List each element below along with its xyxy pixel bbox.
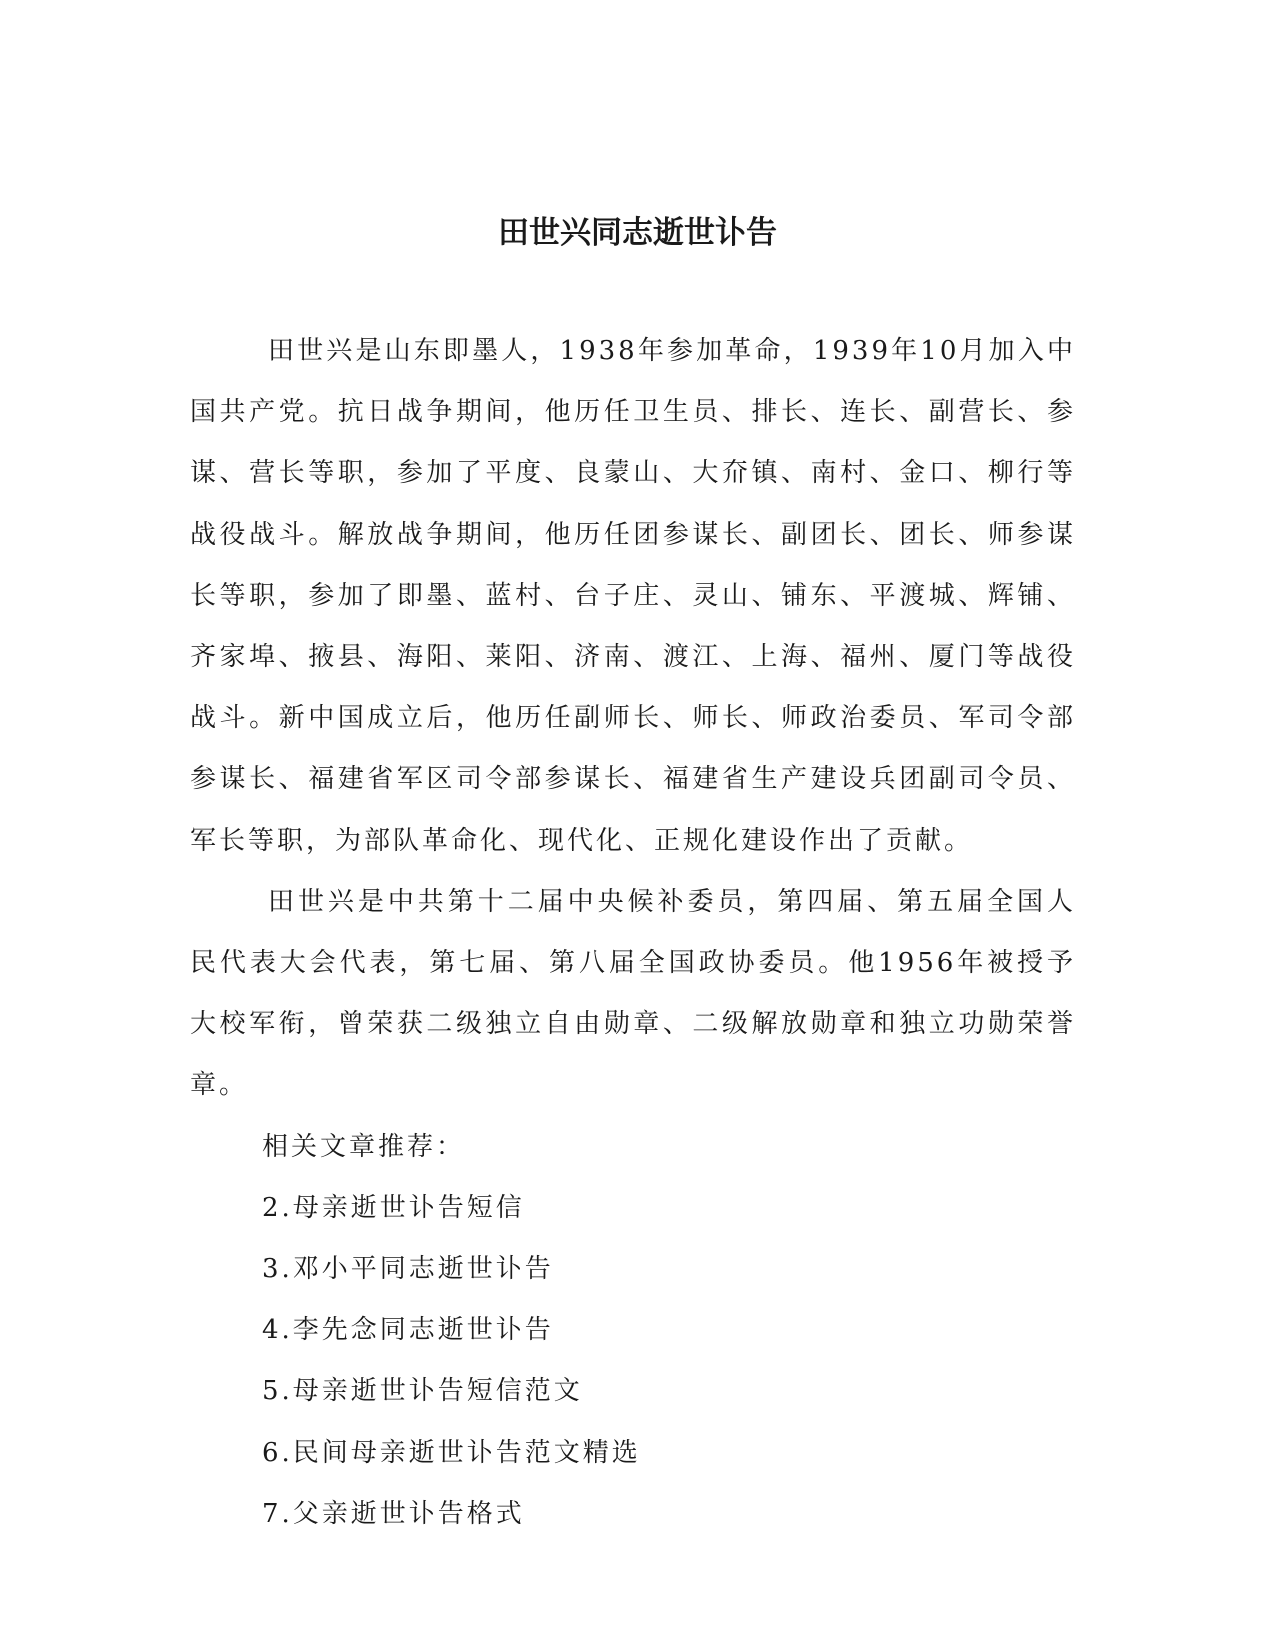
related-article-link[interactable]: 5.母亲逝世讣告短信范文 <box>262 1376 583 1407</box>
related-article-link[interactable]: 2.母亲逝世讣告短信 <box>262 1192 525 1223</box>
related-articles-list <box>190 1178 1076 1545</box>
related-article-link[interactable]: 7.父亲逝世讣告格式 <box>262 1498 525 1529</box>
related-article-link[interactable]: 3.邓小平同志逝世讣告 <box>262 1254 554 1285</box>
related-article-link[interactable]: 4.李先念同志逝世讣告 <box>262 1315 554 1346</box>
related-article-link[interactable]: 6.民间母亲逝世讣告范文精选 <box>262 1437 641 1468</box>
paragraph-biography: 田世兴是山东即墨人，1938年参加革命，1939年10月加入中国共产党。抗日战争期间，他历任卫生员、排长、连长、副营长、参谋、营长等职，参加了平度、良蒙山、大夼镇、南村、金口、柳行等战役战斗。解放战争期间，他历任团参谋长、副团长、团长、师参谋长等职，参加了即墨、蓝村、台子庄、灵山、铺东、平渡城、辉铺、齐家埠、掖县、海阳、莱阳、济南、渡江、上海、福州、厦门等战役战斗。新中国成立后，他历任副师长、师长、师政治委员、军司令部参谋长、福建省军区司令部参谋长、福建省生产建设兵团副司令员、军长等职，为部队革命化、现代化、正规化建设作出了贡献。 <box>190 336 1076 856</box>
related-articles-label: 相关文章推荐： <box>262 1131 466 1162</box>
document-body <box>190 321 1076 1545</box>
document-title: 田世兴同志逝世讣告 <box>498 215 777 251</box>
paragraph-honors: 田世兴是中共第十二届中央候补委员，第四届、第五届全国人民代表大会代表，第七届、第八届全国政协委员。他1956年被授予大校军衔，曾荣获二级独立自由勋章、二级解放勋章和独立功勋荣誉章。 <box>190 886 1076 1101</box>
